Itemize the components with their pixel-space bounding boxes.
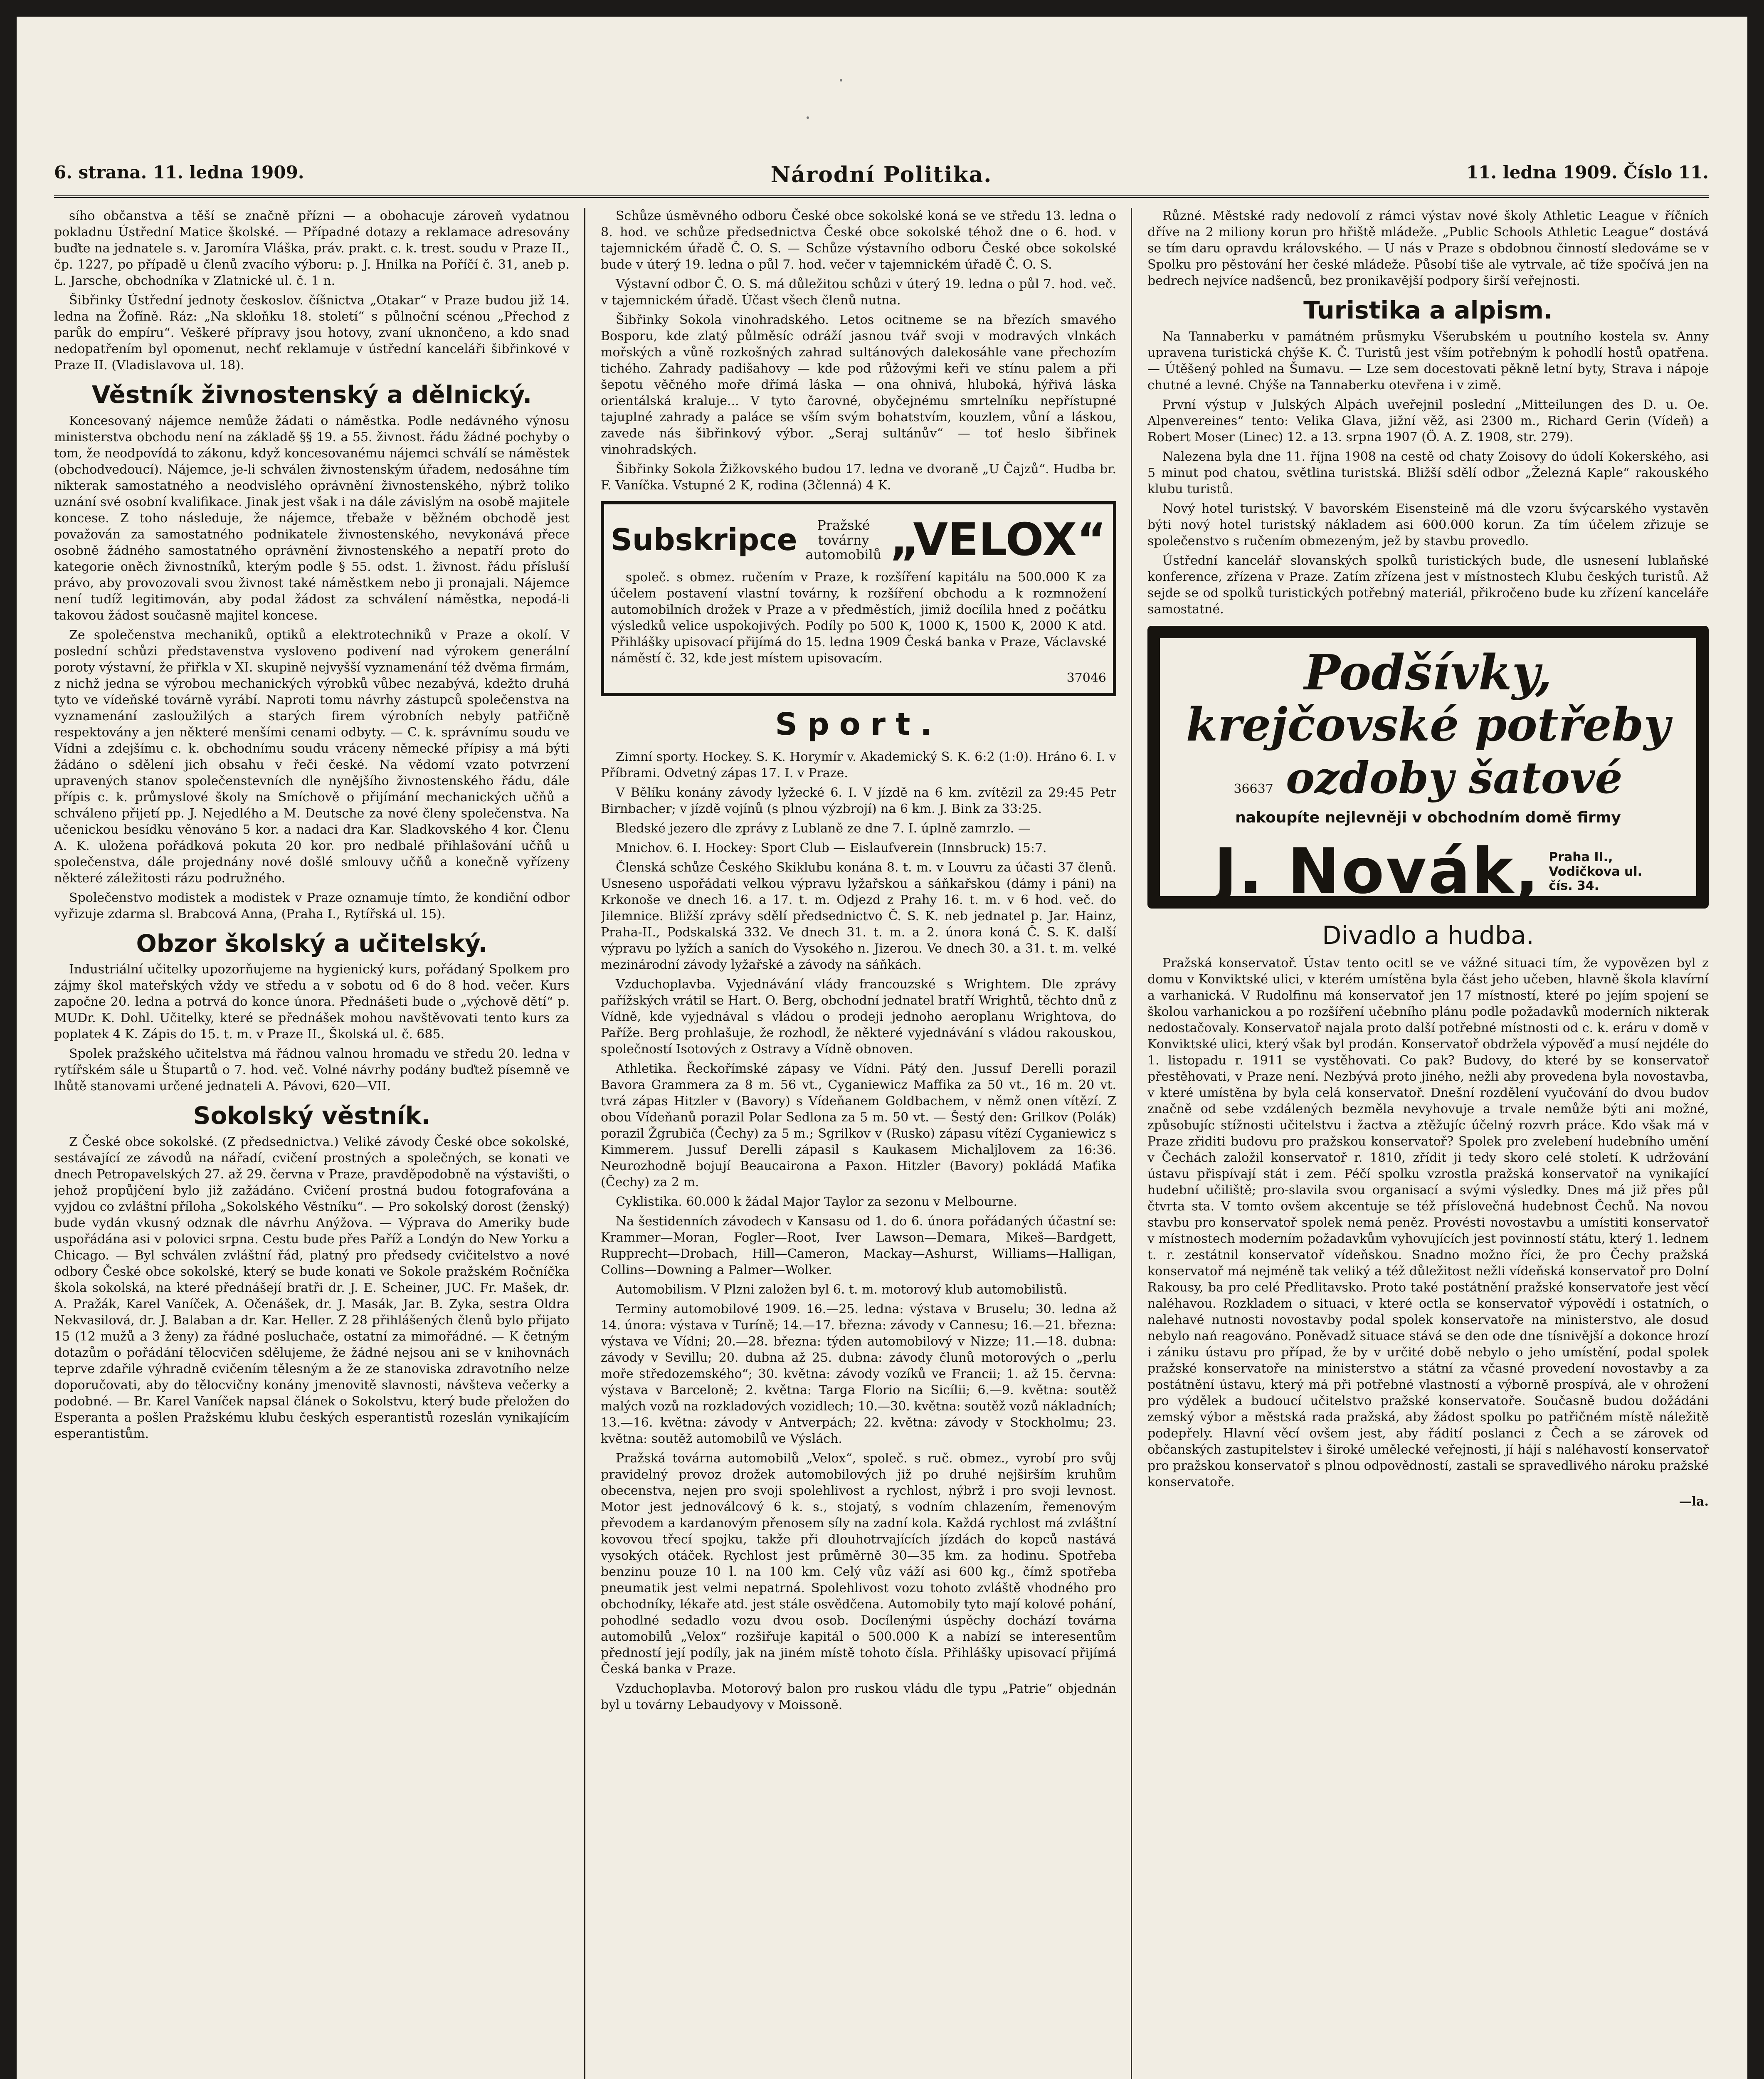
author-signature: —la. [1679, 1494, 1709, 1509]
paper-speck [807, 116, 809, 119]
header-left: 6. strana. 11. ledna 1909. [54, 162, 304, 183]
ad-line: Podšívky, [1304, 644, 1552, 701]
article-paragraph: Schůze úsměvného odboru České obce sokolské koná se ve středu 13. ledna o 8. hod. ve schůze předsednictva České obce sokolské téhož dne o 6. hod. v tajemnickém úřadě Č. O. S. — Schůze výstavního odboru České obce sokolské bude v úterý 19. ledna o půl 7. hod. večer v tajemnickém úřadě Č. O. S. [601, 209, 1116, 272]
article-paragraph: sího občanstva a těší se značně přízni — a obohacuje zároveň vydatnou pokladnu Ústřední Matice školské. — Případné dotazy a reklamace adresovány buďte na jednatele s. v. Jaromíra Vláška, práv. prakt. c. k. trest. soudu v Praze II., čp. 1227, po případě u členů zvacího výboru: p. J. Hnilka na Poříčí č. 31, aneb p. L. Jarsche, obchodníka v Zlatnické ul. č. 1 n. [54, 209, 570, 288]
ad-number: 37046 [1066, 671, 1106, 686]
header-right: 11. ledna 1909. Číslo 11. [1466, 162, 1709, 183]
article-paragraph: Na Tannaberku v památném průsmyku Všerubském u poutního kostela sv. Anny upravena turistická chýše K. Č. Turistů jest vším potřebným k pohodlí hostů opatřena. — Útěšený pohled na Šumavu. — Lze sem docestovati pěkně letní byty, Strava i nápoje chutné a levné. Chýše na Tannaberku otevřena i v zimě. [1147, 329, 1709, 393]
column-3 [1147, 208, 1709, 2079]
article-paragraph: Koncesovaný nájemce nemůže žádati o náměstka. Podle nedávného výnosu ministerstva obchodu není na základě §§ 19. a 55. živnost. řádu žádné pochyby o tom, že neodpovídá to zákonu, když koncesovanému nájemci schválí se náměstek (obchodvedoucí). Nájemce, je-li schválen živnostenským úřadem, nedosáhne tím nikterak samostatného a neodvislého oprávnění živnostenského, nýbrž toliko uznání své osobní kvalifikace. Jinak jest však i na dále závislým na osobě majitele koncese. Z toho následuje, že nájemce, třebaže v běžném obchodě jest považován za samostatného podnikatele živnostenského, nevykonává přece osobně žádného samostatného oprávnění živnostenského a nepatří proto do kategorie oněch živnostníků, kterým podle § 55. odst. 1. živnost. řádu přísluší právo, aby provozovali svou živnost také náměstkem nebo ji pronajali. Nájemce není tudíž legitimován, aby podal žádost za schválení náměstka, nepodá-li takovou žádost současně majitel koncese. [54, 413, 570, 623]
article-paragraph: Ústřední kancelář slovanských spolků turistických bude, dle usnesení lublaňské konference, zřízena v Praze. Zatím zřízena jest v místnostech Klubu českých turistů. Až sejde se od spolků turistických potřebný materiál, přikročeno bude ku zřízení kanceláře samostatné. [1147, 553, 1709, 617]
ad-body: společ. s obmez. ručením v Praze, k rozšíření kapitálu na 500.000 K za účelem postavení vlastní továrny, k rozšíření obchodu a k rozmnožení automobilních drožek v Praze a v předměstích, jimiž docílila hned z počátku výsledků velice uspokojivých. Podíly po 500 K, 1000 K, 1500 K, 2000 K atd. Přihlášky upisovací přijímá do 15. ledna 1909 Česká banka v Praze, Václavské náměstí č. 32, kde jest místem upisovacím. [611, 570, 1106, 666]
section-heading: Sokolský věstník. [193, 1101, 431, 1130]
article-paragraph: Šibřinky Sokola Žižkovského budou 17. ledna ve dvoraně „U Čajzů“. Hudba br. F. Vaníčka. Vstupné 2 K, rodina (3členná) 4 K. [601, 462, 1116, 493]
article-paragraph: Nalezena byla dne 11. října 1908 na cestě od chaty Zoisovy do údolí Kokerského, asi 5 minut pod chatou, světlina turistská. Bližší sdělí odbor „Železná Kaple“ rakouského klubu turistů. [1147, 449, 1709, 496]
ad-subtitle: Pražské továrny [817, 517, 870, 548]
ad-number: 36637 [1234, 782, 1273, 797]
ad-subtitle: automobilů [805, 546, 882, 563]
ad-line: krejčovské potřeby [1186, 698, 1670, 752]
ad-address: Praha II., [1549, 850, 1613, 865]
section-heading: Divadlo a hudba. [1322, 921, 1534, 950]
article-paragraph: Automobilism. V Plzni založen byl 6. t. m. motorový klub automobilistů. [616, 1282, 1068, 1297]
article-paragraph: Výstavní odbor Č. O. S. má důležitou schůzi v úterý 19. ledna o půl 7. hod. več. v tajemnickém úřadě. Účast všech členů nutna. [601, 277, 1116, 308]
ad-line: ozdoby šatové [1285, 752, 1623, 804]
article-paragraph: Pražská továrna automobilů „Velox“, společ. s ruč. obmez., vyrobí pro svůj pravidelný provoz drožek automobilových již po druhé nejširším kruhům obecenstva, nejen pro svoji spolehlivost a rychlost, nýbrž i pro svoji levnost. Motor jest jednoválcový 6 k. s., stojatý, s vodním chlazením, řemenovým převodem a kardanovým přenosem síly na zadní kola. Každá rychlost má zvláštní kovovou třecí spojku, takže při dlouhotrvajících jízdách do kopců nastává vysokých otáček. Rychlost jest průměrně 30—35 km. za hodinu. Spotřeba benzinu pouze 10 l. na 100 km. Celý vůz váží asi 600 kg., čímž spotřeba pneumatik jest velmi nepatrná. Spolehlivost vozu tohoto zvláště vhodného pro obchodníky, lékaře atd. jest stále osvědčena. Automobily tyto mají kolové pohání, pohodlné sedadlo vozu dvou osob. Docílenými úspěchy dochází továrna automobilů „Velox“ rozšiřuje kapitál o 500.000 K a nabízí se interesentům předností její podíly, jak na jiném místě tohoto čísla. Přihlášky upisovací přijímá Česká banka v Praze. [601, 1451, 1116, 1677]
article-paragraph: Vzduchoplavba. Motorový balon pro ruskou vládu dle typu „Patrie“ objednán byl u továrny Lebaudyovy v Moissoně. [601, 1681, 1116, 1712]
ad-tagline: nakoupíte nejlevněji v obchodním domě firmy [1235, 809, 1621, 827]
ad-address: čís. 34. [1549, 879, 1599, 894]
article-paragraph: Různé. Městské rady nedovolí z rámci výstav nové školy Athletic League v říčních dříve na 2 miliony korun pro hřiště mládeže. „Public Schools Athletic League“ dostává se tím daru opravdu královského. — U nás v Praze s obdobnou činností sledováme se v Spolku pro pěstování her české mládeže. Působí tiše ale vytrvale, ač tíže spočívá jen na bedrech nejvíce nadšenců, bez pronikavější podpory širší veřejnosti. [1147, 209, 1709, 288]
article-paragraph: Z České obce sokolské. (Z předsednictva.) Veliké závody České obce sokolské, sestávající ze závodů na nářadí, cvičení prostných a společných, se konati ve dnech Petropavelských 27. až 29. června v Praze, pravděpodobně na výstavišti, o jehož propůjčení bylo již zažádáno. Cvičení prostná budou fotografována a vyjdou co zvláštní příloha „Sokolského Věstníku“. — Pro sokolský dorost (ženský) bude vydán vkusný odznak dle návrhu Anýžova. — Výprava do Ameriky bude uspořádána asi v polovici srpna. Cestu bude přes Paříž a Londýn do New Yorku a Chicago. — Byl schválen zvláštní řád, platný pro předsedy cvičitelstvo a nové odbory České obce sokolské, který se bude konati ve Sokole pražském Ročníčka škola sokolská, na které přednášejí bratři dr. J. E. Scheiner, JUC. Fr. Mašek, dr. A. Pražák, Karel Vaníček, A. Očenášek, dr. J. Masák, Jar. B. Zyka, sestra Oldra Nekvasilová, dr. J. Balaban a dr. Kar. Heller. Z 28 přihlášených členů bylo přijato 15 (12 mužů a 3 ženy) za řádné posluchače, ostatní za mimořádné. — K četným dotazům o pořádání tělocvičen sdělujeme, že žádné nejsou ani se v knihovnách teprve zdařile výhradně cvičením tělesným a že ze stanoviska zdravotního nelze doporučovati, aby do tělocvičny konány jmenovitě slavnosti, návšteva večerky a podobné. — Br. Karel Vaníček napsal článek o Sokolstvu, který bude přeložen do Esperanta a pošlen Pražskému klubu českých esperantistů rozeslán vynikajícím esperantistům. [54, 1135, 570, 1442]
article-paragraph: Na šestidenních závodech v Kansasu od 1. do 6. února pořádaných účastní se: Krammer—Moran, Fogler—Root, Iver Lawson—Demara, Mikeš—Bardgett, Rupprecht—Drobach, Hill—Cameron, Mackay—Ashurst, Williams—Halligan, Collins—Downing a Palmer—Wolker. [601, 1214, 1116, 1277]
article-paragraph: Bledské jezero dle zprávy z Lublaně ze dne 7. I. úplně zamrzlo. — [616, 821, 1031, 836]
section-heading: Obzor školský a učitelský. [136, 929, 488, 958]
ad-brand-name: J. Novák, [1214, 835, 1541, 908]
article-paragraph: Vzduchoplavba. Vyjednávání vlády francouzské s Wrightem. Dle zprávy pařížských vrátil se Hart. O. Berg, obchodní jednatel bratří Wrightů, těchto dnů z Vídně, kde vyjednával s vládou o prodeji jednoho aeroplanu Wrightova, do Paříže. Berg prohlašuje, že rozhodl, že některé vyjednávání s vládou rakouskou, společností Isotových z Ostravy a Vídně obnoven. [601, 977, 1116, 1057]
article-paragraph: Spolek pražského učitelstva má řádnou valnou hromadu ve středu 20. ledna v rytířském sále u Štupartů o 7. hod. več. Volné návrhy podány buďtež písemně ve lhůtě stanovami určené jednateli A. Pávovi, 620—VII. [54, 1047, 570, 1094]
article-paragraph: Šibřinky Ústřední jednoty českoslov. číšnictva „Otakar“ v Praze budou již 14. ledna na Žofíně. Ráz: „Na skloňku 18. století“ s půlnoční scénou „Přechod z parůk do empíru“. Veškeré přípravy jsou hotovy, zvaní uknončeno, a kdo snad nedopatřením byl opomenut, nechť reklamuje v ústřední kanceláři šibřinkové v Praze II. (Vladislavova ul. 18). [54, 293, 570, 373]
article-paragraph: V Bělíku konány závody lyžecké 6. I. V jízdě na 6 km. zvítězil za 29:45 Petr Birnbacher; v jízdě vojínů (s plnou výzbrojí) na 6 km. J. Bink za 33:25. [601, 785, 1116, 816]
article-paragraph: Athletika. Řeckořímské zápasy ve Vídni. Pátý den. Jussuf Derelli porazil Bavora Grammera za 8 m. 56 vt., Cyganiewicz Maffika za 50 vt., 16 m. 20 vt. tvrá zápas Hitzler v (Bavory) s Vídeňanem Goldbachem, v němž onen vítězí. Z obou Vídeňanů porazil Polar Sedlona za 5 m. 50 vt. — Šestý den: Grilkov (Polák) porazil Žgrubiča (Čechy) za 5 m.; Sgrilkov v (Rusko) zápasu vítězí Cyganiewicz s Kimmerem. Jussuf Derelli zápasil s Kaukasem Michaljlovem za 16:36. Neurozhodně bojují Beaucairona a Paxon. Hitzler (Bavory) pokládá Maťika (Čechy) za 2 m. [601, 1061, 1116, 1190]
article-paragraph: Zimní sporty. Hockey. S. K. Horymír v. Akademický S. K. 6:2 (1:0). Hráno 6. I. v Příbrami. Odvetný zápas 17. I. v Praze. [601, 749, 1116, 780]
article-paragraph: Nový hotel turistský. V bavorském Eisensteině má dle vzoru švýcarského vystavěn býti nový hotel turistský nákladem asi 600.000 korun. Za tím účelem zřizuje se společenstvo s ručením obmezeným, jež by stavbu provedlo. [1147, 501, 1709, 548]
sport-heading: Sport. [775, 706, 942, 743]
masthead-title: Národní Politika. [770, 162, 992, 188]
page-header [54, 158, 1709, 198]
article-paragraph: Společenstvo modistek a modistek v Praze oznamuje tímto, že kondiční odbor vyřizuje zdarma sl. Brabcová Anna, (Praha I., Rytířská ul. 15). [54, 890, 570, 921]
column-rule [584, 208, 585, 2079]
ad-address: Vodičkova ul. [1549, 864, 1643, 879]
article-paragraph: Terminy automobilové 1909. 16.—25. ledna: výstava v Bruselu; 30. ledna až 14. února: výstava v Turíně; 14.—17. března: závody v Cannesu; 16.—21. března: výstava ve Vídni; 20.—28. března: týden automobilový v Nizze; 11.—18. dubna: závody v Sevillu; 20. dubna až 25. dubna: závody člunů motorových o „perlu moře středozemského“; 30. května: závody vozíků ve Francii; 1. až 15. června: výstava v Barceloně; 2. května: Targa Florio na Sicílii; 6.—9. května: soutěž malých vozů na rozkladových vozidlech; 10.—30. května: soutěž vozů nákladních; 13.—16. května: závody v Antverpách; 22. května: závody v Stockholmu; 23. května: soutěž automobilů ve Výslách. [601, 1301, 1116, 1446]
novak-advertisement [1147, 626, 1709, 909]
article-paragraph: Cyklistika. 60.000 k žádal Major Taylor za sezonu v Melbourne. [616, 1194, 1017, 1209]
section-heading: Věstník živnostenský a dělnický. [91, 380, 532, 409]
column-2 [601, 208, 1116, 2079]
article-paragraph: Industriální učitelky upozorňujeme na hygienický kurs, pořádaný Spolkem pro zájmy škol mateřských vždy ve středu a v sobotu od 6 do 8 hod. večer. Kurs započne 20. ledna a potrvá do konce února. Přednášeti bude o „výchově dětí“ p. MUDr. K. Dohl. Učitelky, které se přednášek mohou navštěvovati tento kurs za poplatek 4 K. Zápis do 15. t. m. v Praze II., Školská ul. č. 685. [54, 962, 570, 1042]
column-rule [1131, 208, 1132, 2079]
article-paragraph: Členská schůze Českého Skiklubu konána 8. t. m. v Louvru za účasti 37 členů. Usneseno uspořádati velkou výpravu lyžařskou a sáňkařskou (dámy i páni) na Krkonoše ve dnech 16. a 17. t. m. Odjezd z Prahy 16. t. m. v 6 hod. več. do Jilemnice. Bližší zprávy sdělí předsednictvo Č. S. K. neb jednatel p. Jar. Hainz, Praha-II., Podskalská 332. Ve dnech 31. t. m. a 2. února koná Č. S. K. další výpravu po lyžích a saních do Vysokého n. Jizerou. Ve dnech 30. a 31. t. m. velké mezinárodní závody lyžařské a závody na sáňkách. [601, 860, 1116, 972]
article-paragraph: Ze společenstva mechaniků, optiků a elektrotechniků v Praze a okolí. V poslední schůzi představenstva vysloveno podivení nad výrokem generální poroty výstavní, že přiřkla v XI. skupině nejvyšší vyznamenání též dvěma firmám, z nichž jedna se výrobou mechanických výrobků vůbec nezabývá, kdežto druhá tyto ve vídeňské továrně vyrábí. Naproti tomu návrhy zástupců společenstva na vyznamenání zasloužilých a starých firem výrobních nebyly patřičně respektovány a jen některé menšími cenami odbyty. — C. k. správnímu soudu ve Vídni a zdejšímu c. k. obchodnímu soudu vráceny německé přípisy a má býti žádáno o sdělení jich obsahu v řeči české. Na vědomí vzato potvrzení upravených stanov společenstevních dle nynějšího živnostenského řádu, dále přípis c. k. průmyslové školy na Smíchově o přijímání mechanických učňů a schváleno přijetí pp. J. Nejedlého a M. Deutsche za nové členy společenstva. Na učenickou besídku věnováno 5 kor. a nadaci dra Kar. Sladkovského 4 kor. Členu A. K. uložena pořádková pokuta 20 kor. pro nedbalé přihlašování učňů u společenstva, dále projednány nové došlé smlouvy učňů a konečně vyřízeny některé záležitosti rázu podružného. [54, 627, 570, 886]
ad-brand-name: „VELOX“ [890, 514, 1106, 566]
column-1 [54, 208, 570, 2079]
article-paragraph: Mnichov. 6. I. Hockey: Sport Club — Eislaufverein (Innsbruck) 15:7. [616, 840, 1047, 855]
section-heading: Turistika a alpism. [1303, 296, 1553, 324]
velox-advertisement [601, 501, 1116, 696]
article-paragraph: Pražská konservatoř. Ústav tento ocitl se ve vážné situaci tím, že vypovězen byl z domu v Konviktské ulici, v kterém umístěna byla část jeho učeben, hlavně škola klavírní a varhanická. V Rudolfinu má konservatoř jen 17 místností, které po jejím spojení se školou varhanickou a po rozšíření učebního plánu podle požadavků moderních nikterak nedostačovaly. Konservatoř najala proto další potřebné místnosti od c. k. eráru v domě v Konviktské ulici, který však byl prodán. Konservatoř obdržela výpověď a musí nejdéle do 1. listopadu r. 1911 se vystěhovati. Co pak? Budovy, do které by se konservatoř přestěhovati, v Praze není. Nezbývá proto jiného, nežli aby provedena byla novostavba, v které umístěna by byla celá konservatoř. Dnešní rozdělení vyučování do dvou budov značně od sebe vzdálených bezměla nevyhovuje a trvale nemůže býti ani možné, způsobujíc stížnosti učitelstvu i žactva a ztěžujíc účelný rozvrh práce. Kdo však má v Praze zřiditi budovu pro pražskou konservatoř? Spolek pro zvelebení hudebního umění v Čechách založil konservatoř r. 1810, zřídit ji tedy skoro celé století. K udržování ústavu přispívají stát i zem. Péčí spolku vzrostla pražská konservatoř na vynikající hudební učiliště; pro-slavila svou organisací a svými výsledky. Dnes má již přes půl čtvrta sta. V tomto ovšem akcentuje se též příslovečná hudebnost Čechů. Na novou stavbu pro konservatoř spolek nemá peněz. Provésti novostavbu a umístiti konservatoř v místnostech moderním požadavkům vyhovujících jest povinností státu, který 1. lednem t. r. zestátnil konservatoř vídeňskou. Snadno možno říci, že pro Čechy pražská konservatoř má nejméně tak veliký a též důležitost nežli vídeňská konservatoř pro Dolní Rakousy, ba pro celé Předlitavsko. Proto také postátnění pražské konservatoře jest věcí naléhavou. Rozkladem o situaci, v které octla se konservatoř výpovědí i ostatních, o nalehavé nutnosti novostavby podal spolek konservatoře na ministerstvo, ale dosud nebylo nań reagováno. Poněvadž situace stává se den ode dne tísnivější a dokonce hrozí i zániku ústavu pro případ, že by v určité době nebylo o jeho umístění, podal spolek pražské konservatoře na ministerstvo a státní za včasné provedení novostavby a za postátnění ústavu, který má při potřebné vlastností a výborně prospívá, ale v ohrožení pro výdělek a budoucí učitelstvo pražské konservatoře. Současně budou dožádáni zemský výbor a městská rada pražská, aby žádost spolku po patřičném místě náležitě podepřely. Hlavní věcí ovšem jest, aby řádití poslanci z Čech a se zárovek od občanských zastupitelstev i široké umělecké veřejnosti, jí hájí s naléhavostí konservatoř pro pražskou konservatoř s plnou odpovědností, zastali se spravedlivého nároku pražské konservatoře. [1147, 956, 1709, 1489]
newspaper-page [17, 17, 1747, 2079]
article-paragraph: První výstup v Julských Alpách uveřejnil poslední „Mitteilungen des D. u. Oe. Alpenvereines“ tento: Velika Glava, jižní věž, asi 2300 m., Richard Gerin (Vídeň) a Robert Moser (Linec) 12. a 13. srpna 1907 (Ö. A. Z. 1908, str. 279). [1147, 397, 1709, 444]
article-paragraph: Šibřinky Sokola vinohradského. Letos ocitneme se na březích smavého Bosporu, kde zlatý půlměsíc odráží jasnou tvář svoji v modravých vlnkách mořských a vůně rozkošných zahrad sultánových dalekosáhle vane přechozím tichého. Zahrady padišahovy — kde pod růžovými keři ve stínu palem a při šepotu věčného moře dřímá láska — ona ohnivá, hluboká, hýřivá láska orientálská kraluje... V tyto čarovné, obyčejnému smrtelníku nepřístupné tajuplné zahrady a paláce se vším svým bohatstvím, kouzlem, vůní a láskou, zavede nás šibřinkový výbor. „Seraj sultánův“ — toť heslo šibřinek vinohradských. [601, 313, 1116, 457]
paper-speck [840, 79, 842, 81]
ad-subscription-label: Subskripce [611, 522, 797, 558]
